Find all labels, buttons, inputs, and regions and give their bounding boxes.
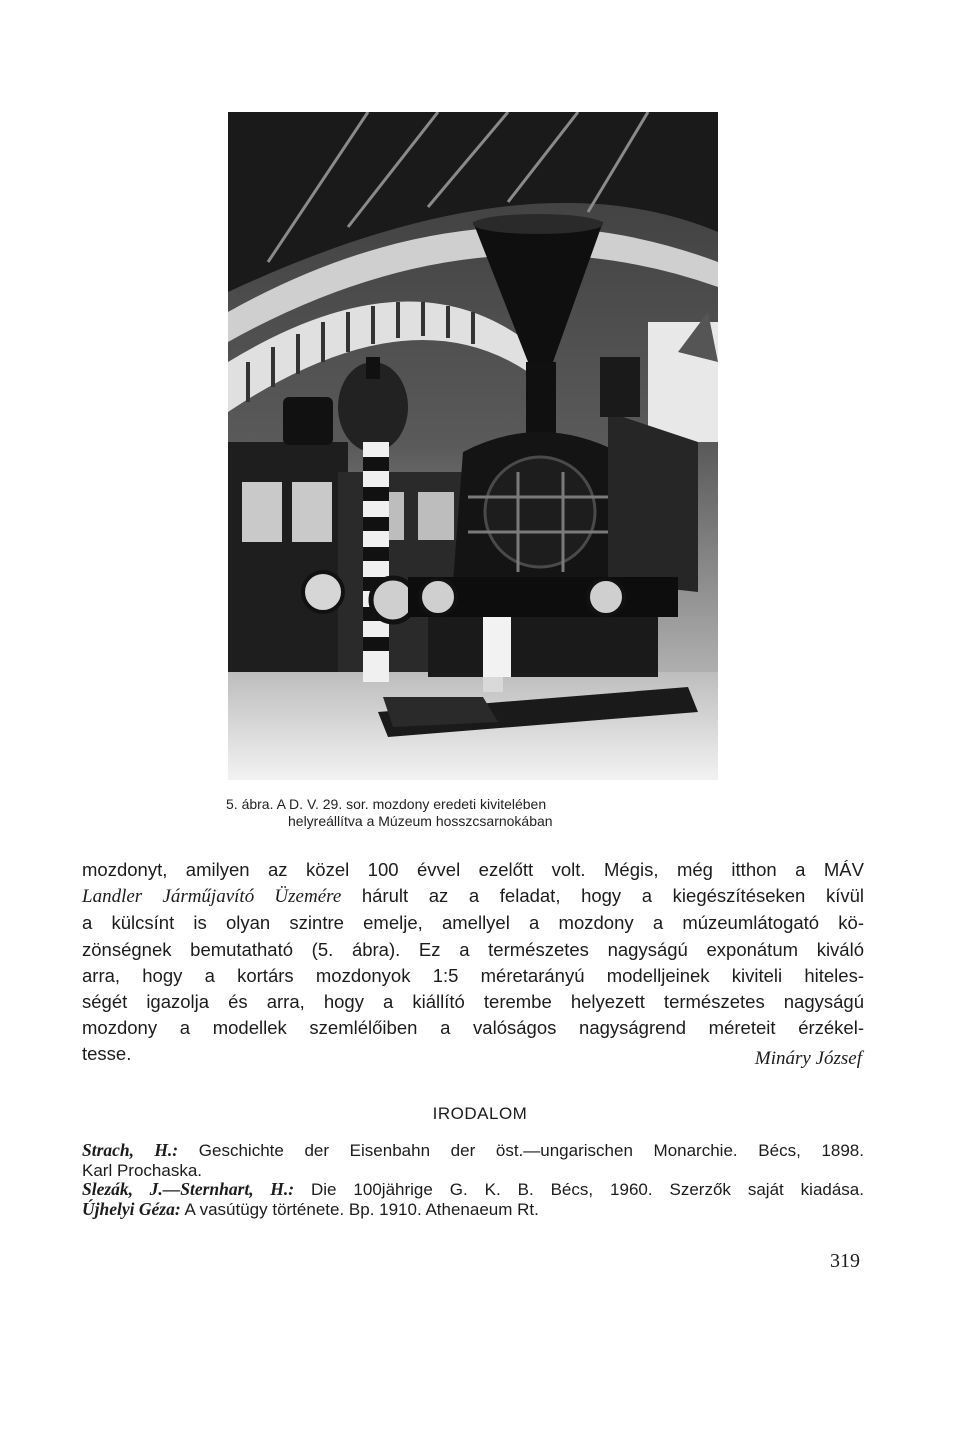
body-line-1: mozdonyt, amilyen az közel 100 évvel ezelőtt volt. Mégis, még itthon a MÁV xyxy=(82,859,864,880)
body-line-6: ségét igazolja és arra, hogy a kiállító terembe helyezett természetes nagyságú xyxy=(82,991,864,1013)
references-list xyxy=(82,1141,864,1219)
reference-1 xyxy=(82,1141,864,1161)
reference-1-continuation: Karl Prochaska. xyxy=(82,1160,202,1180)
reference-2-text: Die 100jährige G. K. B. Bécs, 1960. Szerzők saját kiadása. xyxy=(294,1180,864,1199)
body-line-7: mozdony a modellek szemlélőiben a valóságos nagyságrend méreteit érzékel- xyxy=(82,1017,864,1039)
reference-3-author: Újhelyi Géza: xyxy=(82,1198,181,1219)
reference-1-text: Geschichte der Eisenbahn der öst.—ungarischen Monarchie. Bécs, 1898. xyxy=(178,1141,864,1160)
locomotive-photo xyxy=(228,112,718,780)
caption-line-2: helyreállítva a Múzeum hosszcsarnokában xyxy=(288,813,553,829)
body-paragraph xyxy=(82,857,864,1068)
body-line-3: a külcsínt is olyan szintre emelje, amellyel a mozdony a múzeumlátogató kö- xyxy=(82,912,864,934)
body-line-4: zönségnek bemutatható (5. ábra). Ez a természetes nagyságú exponátum kiváló xyxy=(82,938,864,960)
reference-1-author: Strach, H.: xyxy=(82,1140,179,1160)
reference-3 xyxy=(82,1200,864,1220)
body-line-2 xyxy=(82,883,864,910)
body-line-8: tesse. xyxy=(82,1043,132,1065)
caption-line-1: 5. ábra. A D. V. 29. sor. mozdony eredeti kivitelében xyxy=(226,796,547,812)
body-line-5: arra, hogy a kortárs mozdonyok 1:5 méretarányú modelljeinek kiviteli hiteles- xyxy=(82,964,864,986)
body-line-2-rest: hárult az a feladat, hogy a kiegészítéseken kívül xyxy=(341,885,864,907)
reference-2-author: Slezák, J.—Sternhart, H.: xyxy=(82,1179,295,1199)
figure-caption xyxy=(226,796,726,830)
references-title: IRODALOM xyxy=(432,1104,528,1123)
page-number: 319 xyxy=(830,1250,860,1272)
reference-3-text: A vasútügy története. Bp. 1910. Athenaeum Rt. xyxy=(180,1199,539,1219)
author-signature: Mináry József xyxy=(754,1048,862,1069)
reference-2 xyxy=(82,1180,864,1200)
body-line-2-italic: Landler Járműjavító Üzemére xyxy=(82,886,342,908)
